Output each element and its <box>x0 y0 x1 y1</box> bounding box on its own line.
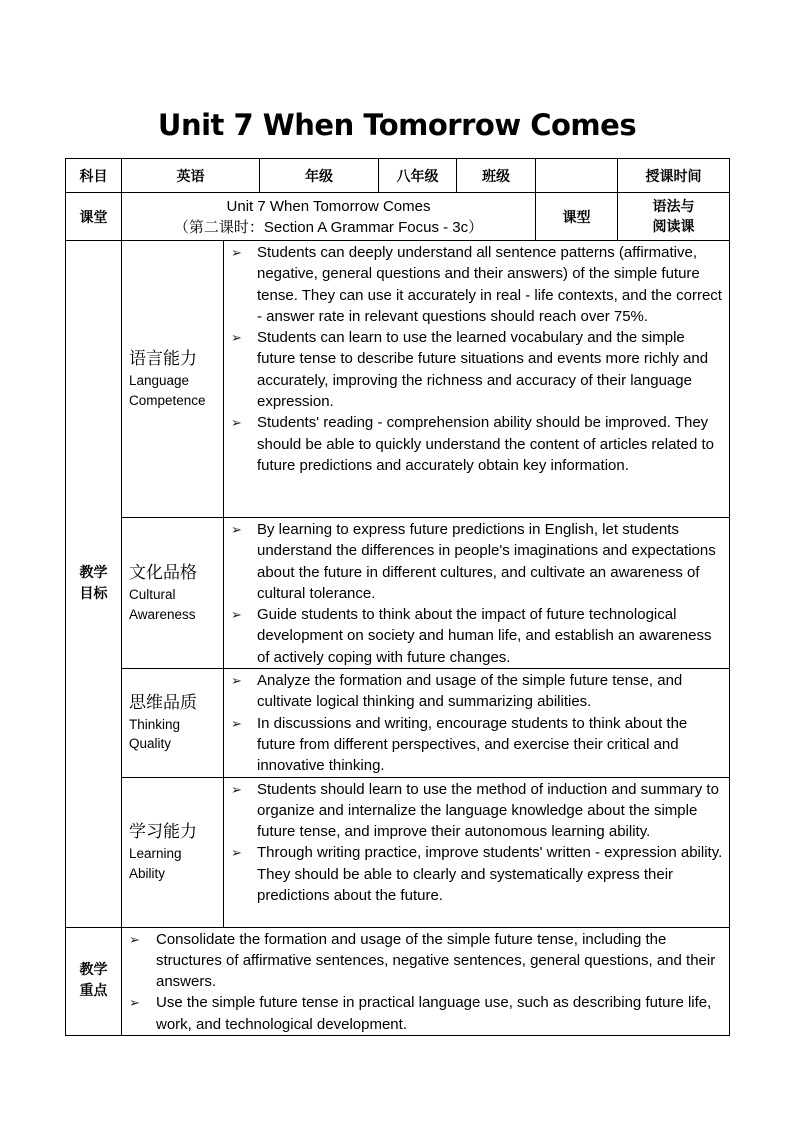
goal-row-thinking <box>66 669 730 777</box>
goal-items-language <box>224 241 730 518</box>
goals-label-line2: 目标 <box>79 585 108 602</box>
key-points-label-line2: 重点 <box>79 983 108 1000</box>
key-points-label <box>66 927 122 1035</box>
goal-row-language <box>66 241 730 518</box>
goal-items-learning <box>224 777 730 927</box>
category-en-2: Ability <box>129 865 166 881</box>
list-item: ➢ By learning to express future predictions in English, let students understand the differences in people's imaginations and expectations about the future in different cultures, and cultivate an awareness of cultural tolerance. <box>231 521 716 602</box>
arrow-bullet-icon: ➢ <box>231 781 242 797</box>
category-en-2: Quality <box>129 736 172 752</box>
arrow-bullet-icon: ➢ <box>231 522 242 537</box>
list-item: ➢ Students' reading - comprehension ability should be improved. They should be able to quickly understand the content of articles related to future predictions and accurately obtain key information. <box>231 414 714 474</box>
lesson-plan-table <box>65 158 730 1036</box>
goal-row-learning <box>66 777 730 927</box>
arrow-bullet-icon: ➢ <box>231 245 242 260</box>
lesson-label: 课堂 <box>66 193 122 241</box>
category-en-1: Learning <box>129 846 182 862</box>
category-en-2: Awareness <box>129 606 196 622</box>
list-item: ➢ Use the simple future tense in practical language use, such as describing future life, work, and technological development. <box>129 994 712 1033</box>
category-en-2: Competence <box>129 392 206 408</box>
class-label: 班级 <box>457 159 536 193</box>
arrow-bullet-icon: ➢ <box>231 607 242 623</box>
key-points-row <box>66 927 730 1035</box>
subject-label: 科目 <box>66 159 122 193</box>
grade-value: 八年级 <box>379 159 457 193</box>
lesson-row <box>66 193 730 241</box>
type-value-line1: 语法与 <box>652 198 695 215</box>
goals-label-line1: 教学 <box>79 564 108 581</box>
category-zh: 思维品质 <box>129 692 197 713</box>
goals-label <box>66 241 122 928</box>
goal-category-language <box>122 241 224 518</box>
type-value <box>618 193 730 241</box>
category-zh: 学习能力 <box>129 822 197 843</box>
goal-items-thinking <box>224 669 730 777</box>
lesson-title <box>122 193 536 241</box>
type-label: 课型 <box>536 193 618 241</box>
subject-value: 英语 <box>122 159 260 193</box>
list-item: ➢ Through writing practice, improve students' written - expression ability. They should be able to clearly and systematically express their predictions about the future. <box>231 844 723 905</box>
list-item: ➢ Guide students to think about the impact of future technological development on society and human life, and establish an awareness of actively coping with future changes. <box>231 606 712 666</box>
arrow-bullet-icon: ➢ <box>231 845 242 861</box>
arrow-bullet-icon: ➢ <box>231 715 242 731</box>
goal-items-culture <box>224 518 730 669</box>
goal-category-thinking <box>122 669 224 777</box>
category-en-1: Language <box>129 373 190 388</box>
key-points-label-line1: 教学 <box>79 962 108 979</box>
category-en-1: Thinking <box>129 716 181 732</box>
type-value-line2: 阅读课 <box>652 218 695 235</box>
list-item: ➢ Students can learn to use the learned vocabulary and the simple future tense to describe future situations and events more richly and accurately, improving the richness and accuracy of their language expression. <box>231 329 709 411</box>
list-item: ➢ In discussions and writing, encourage students to think about the future from different perspectives, and exercise their critical and innovative thinking. <box>231 714 688 775</box>
list-item: ➢ Analyze the formation and usage of the simple future tense, and cultivate logical thinking and summarizing abilities. <box>231 672 683 711</box>
category-en-1: Cultural <box>129 587 176 603</box>
arrow-bullet-icon: ➢ <box>129 995 140 1011</box>
grade-label: 年级 <box>260 159 379 193</box>
page-title: Unit 7 When Tomorrow Comes <box>157 108 637 142</box>
key-points-items <box>122 927 730 1035</box>
goal-category-culture <box>122 518 224 669</box>
list-item: ➢ Students should learn to use the method of induction and summary to organize and internalize the language knowledge about the simple future tense, and improve their autonomous learning ability. <box>231 780 719 841</box>
goal-row-culture <box>66 518 730 669</box>
arrow-bullet-icon: ➢ <box>231 330 242 346</box>
category-zh: 文化品格 <box>129 563 197 584</box>
lesson-title-line2: （第二课时：Section A Grammar Focus - 3c） <box>173 218 484 236</box>
time-label: 授课时间 <box>618 159 730 193</box>
arrow-bullet-icon: ➢ <box>129 931 140 947</box>
info-row <box>66 159 730 193</box>
arrow-bullet-icon: ➢ <box>231 673 242 689</box>
arrow-bullet-icon: ➢ <box>231 415 242 431</box>
list-item: ➢ Students can deeply understand all sentence patterns (affirmative, negative, general questions and their answers) of the simple future tense. They can use it accurately in real - life contexts, and the correct - answer rate in relevant questions should reach over 75%. <box>231 244 722 325</box>
lesson-title-line1: Unit 7 When Tomorrow Comes <box>226 197 431 215</box>
category-zh: 语言能力 <box>129 349 197 369</box>
goal-category-learning <box>122 777 224 927</box>
class-value <box>536 159 618 193</box>
list-item: ➢ Consolidate the formation and usage of the simple future tense, including the structures of affirmative sentences, negative sentences, general questions, and their answers. <box>129 930 716 991</box>
